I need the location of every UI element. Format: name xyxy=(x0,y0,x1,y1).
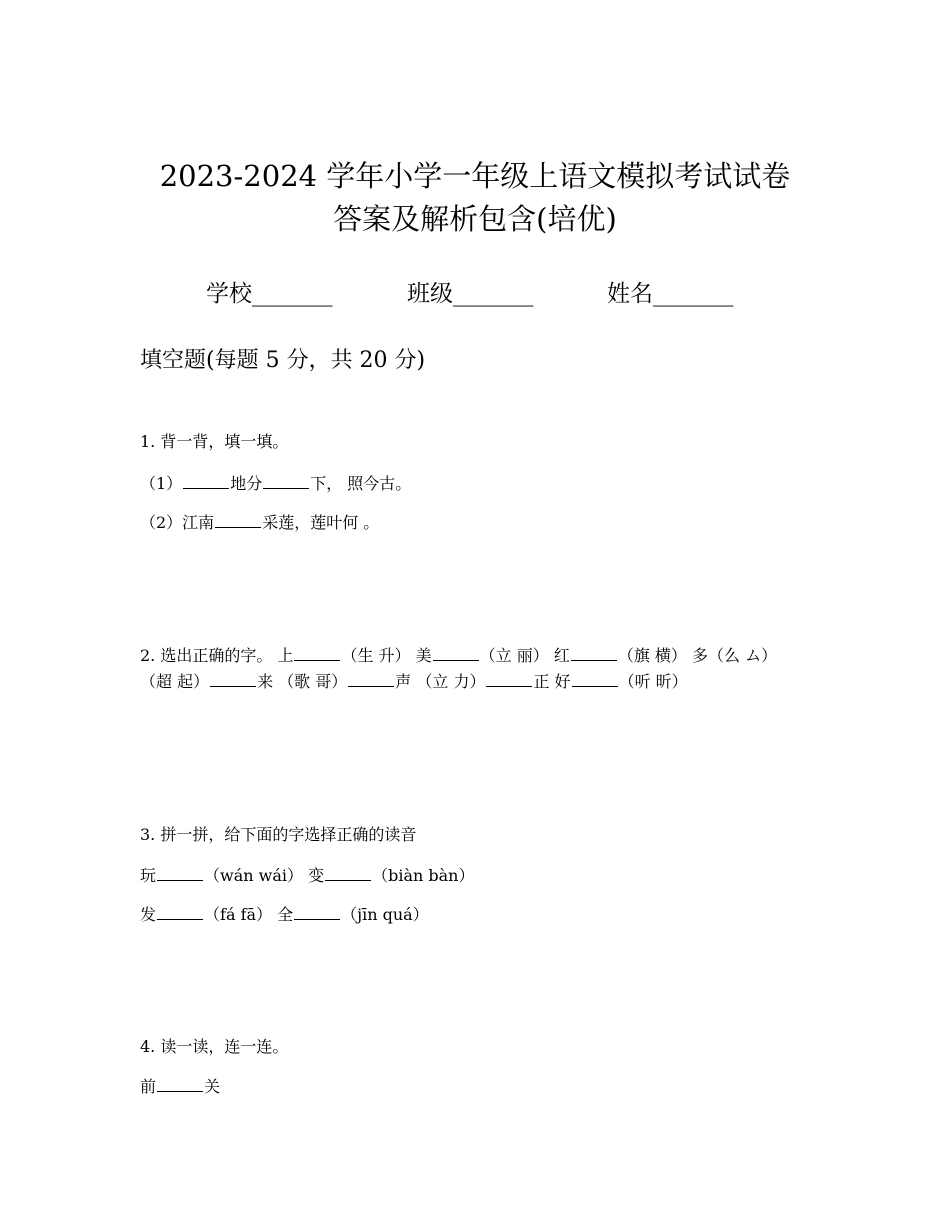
answer-blank xyxy=(572,668,618,687)
q2-part-8: （听 昕） xyxy=(618,672,688,691)
page-subtitle: 答案及解析包含(培优) xyxy=(333,202,617,236)
page-title: 2023-2024 学年小学一年级上语文模拟考试试卷 xyxy=(159,159,791,193)
q1-l1-prefix: （1） xyxy=(140,474,183,493)
answer-blank xyxy=(433,642,479,661)
section-heading: 填空题(每题 5 分，共 20 分) xyxy=(140,348,426,373)
q3-r2-options-2: （jīn quá） xyxy=(341,905,429,924)
q1-l2-suffix: 采莲，莲叶何 。 xyxy=(262,513,380,532)
q3-r1-char: 玩 xyxy=(140,866,157,885)
answer-blank xyxy=(486,668,532,687)
class-field: 班级_______ xyxy=(407,281,534,307)
question-1-stem: 1. 背一背，填一填。 xyxy=(140,432,289,451)
question-1-line-1 xyxy=(140,470,411,496)
q3-r1-options-2: （biàn bàn） xyxy=(372,866,475,885)
question-3-row-2 xyxy=(140,901,429,927)
answer-blank xyxy=(215,509,261,528)
q2-part-5: 来 （歌 哥） xyxy=(257,672,348,691)
answer-blank xyxy=(325,862,371,881)
q1-l2-prefix: （2）江南 xyxy=(140,513,215,532)
q2-part-2: （生 升） 美 xyxy=(341,646,432,665)
answer-blank xyxy=(294,642,340,661)
question-3-stem: 3. 拼一拼，给下面的字选择正确的读音 xyxy=(140,825,417,844)
q4-r1-right: 关 xyxy=(204,1077,221,1096)
question-1-line-2 xyxy=(140,509,379,535)
q2-part-6: 声 （立 力） xyxy=(395,672,486,691)
q2-part-3: （立 丽） 红 xyxy=(479,646,570,665)
answer-blank xyxy=(157,1073,203,1092)
answer-blank xyxy=(571,642,617,661)
answer-blank xyxy=(157,862,203,881)
name-field: 姓名_______ xyxy=(607,281,734,307)
school-field: 学校_______ xyxy=(206,281,333,307)
q1-l1-middle: 地分 xyxy=(230,474,263,493)
answer-blank xyxy=(183,470,229,489)
question-3-row-1 xyxy=(140,862,474,888)
question-2 xyxy=(140,642,812,694)
answer-blank xyxy=(210,668,256,687)
q2-part-4: （旗 横） 多（么 ム） （超 起） xyxy=(140,646,778,691)
answer-blank xyxy=(348,668,394,687)
q2-part-7: 正 好 xyxy=(533,672,571,691)
q3-r1-options: （wán wái） 变 xyxy=(204,866,325,885)
q2-part-1: 2. 选出正确的字。 上 xyxy=(140,646,294,665)
answer-blank xyxy=(294,901,340,920)
q1-l1-suffix: 下， 照今古。 xyxy=(310,474,412,493)
q3-r2-options: （fá fā） 全 xyxy=(204,905,294,924)
answer-blank xyxy=(263,470,309,489)
question-4-stem: 4. 读一读，连一连。 xyxy=(140,1037,289,1056)
question-4-row-1 xyxy=(140,1073,220,1099)
q4-r1-left: 前 xyxy=(140,1077,157,1096)
q3-r2-char: 发 xyxy=(140,905,157,924)
answer-blank xyxy=(157,901,203,920)
